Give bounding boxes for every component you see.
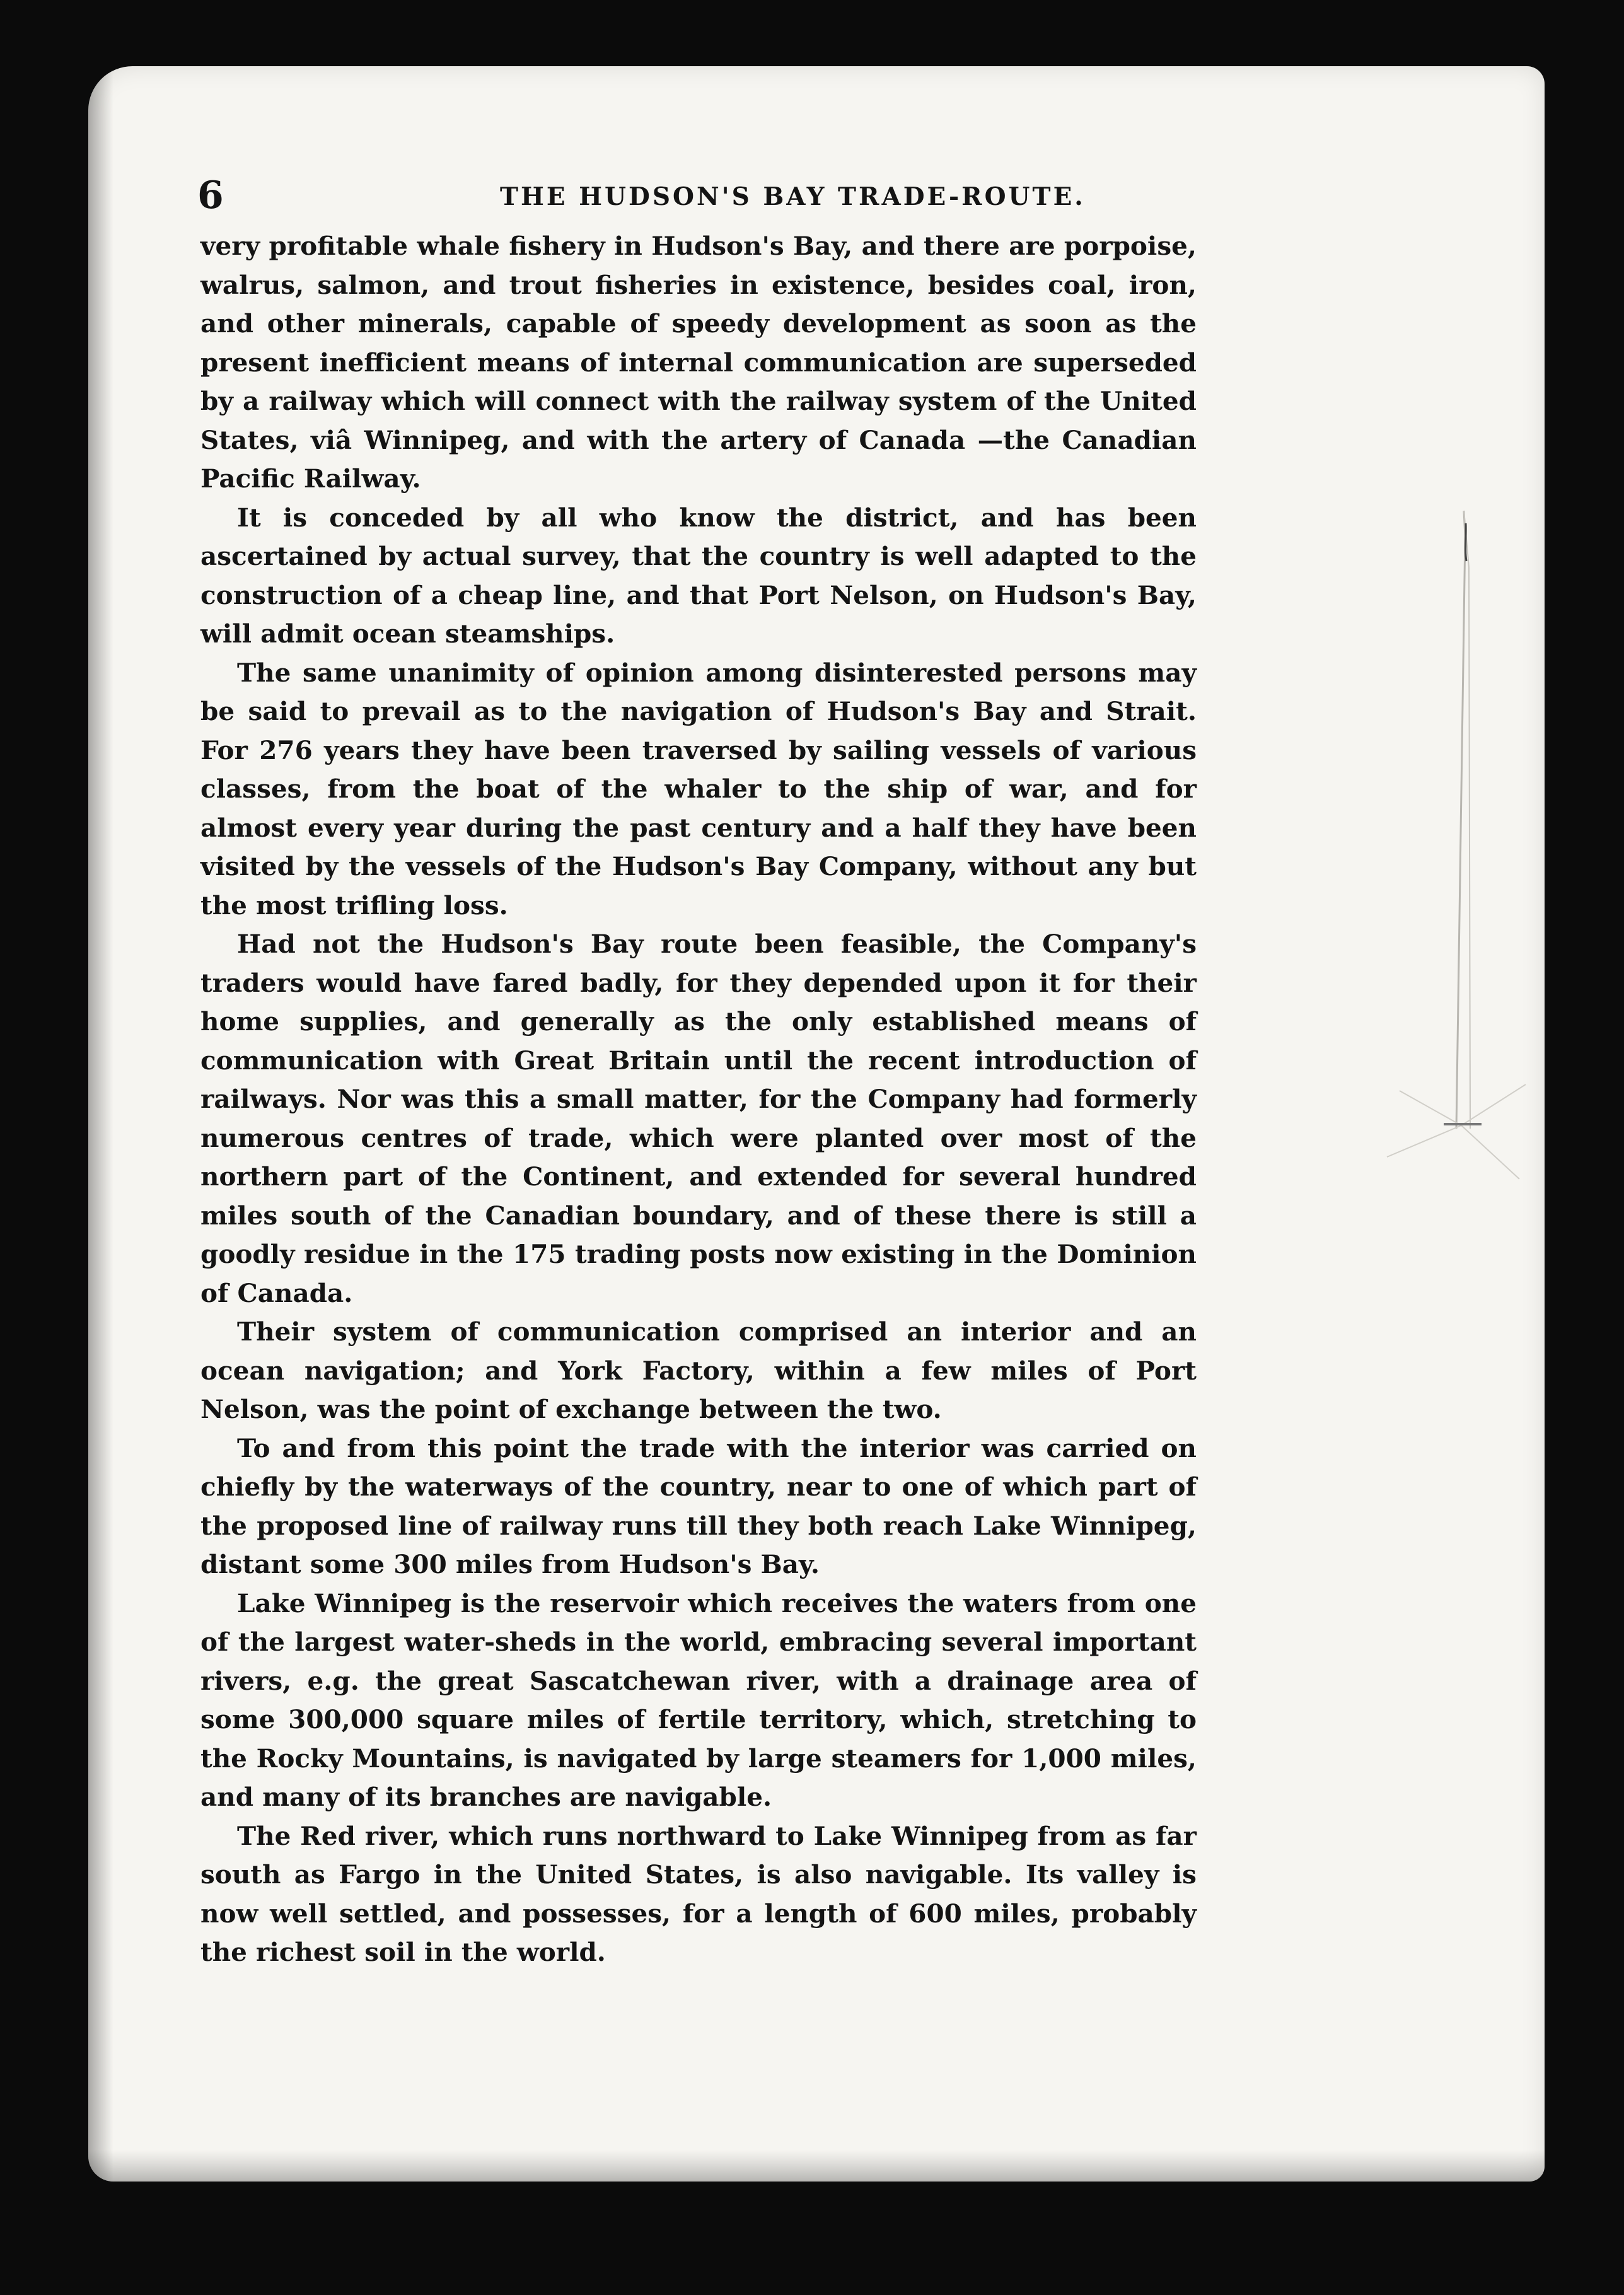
paragraph: The same unanimity of opinion among disinterested persons may be said to prevail as to the navigation of Hudson's Bay and Strait. For 276 years they have been traversed by sailing vessels of various classes, from the boat of the whaler to the ship of war, and for almost every year during the past century and a half they have been visited by the vessels of the Hudson's Bay Company, without any but the most trifling loss.: [200, 657, 1197, 921]
page-number: 6: [197, 173, 224, 218]
paragraph: The Red river, which runs northward to Lake Winnipeg from as far south as Fargo in the United States, is also navigable. Its valley is now well settled, and possesses, for a length of 600 miles, probably the richest soil in the world.: [200, 1820, 1197, 1967]
paragraph: very profitable whale fishery in Hudson's Bay, and there are porpoise, walrus, salmon, and trout fisheries in existence, besides coal, iron, and other minerals, capable of speedy development as soon as the present inefficient means of internal communication are superseded by a railway which will connect with the railway system of the United States, viâ Winnipeg, and with the artery of Canada —the Canadian Pacific Railway.: [200, 231, 1197, 494]
paragraph: Had not the Hudson's Bay route been feasible, the Company's traders would have fared badly, for they depended upon it for their home supplies, and generally as the only established means of communication with Great Britain until the recent introduction of railways. Nor was this a small matter, for the Company had formerly numerous centres of trade, which were planted over most of the northern part of the Continent, and extended for several hundred miles south of the Canadian boundary, and of these there is still a goodly residue in the 175 trading posts now existing in the Dominion of Canada.: [200, 929, 1197, 1308]
paragraph: Lake Winnipeg is the reservoir which receives the waters from one of the largest water-sheds in the world, embracing several important rivers, e.g. the great Sascatchewan river, with a drainage area of some 300,000 square miles of fertile territory, which, stretching to the Rocky Mountains, is navigated by large steamers for 1,000 miles, and many of its branches are navigable.: [200, 1588, 1197, 1812]
paragraph: It is conceded by all who know the district, and has been ascertained by actual survey, that the country is well adapted to the construction of a cheap line, and that Port Nelson, on Hudson's Bay, will admit ocean steamships.: [200, 502, 1197, 649]
body-text: [200, 227, 1197, 1972]
page-header: [197, 167, 1231, 224]
running-head: THE HUDSON'S BAY TRADE-ROUTE.: [500, 182, 1086, 211]
paragraph: Their system of communication comprised an interior and an ocean navigation; and York Factory, within a few miles of Port Nelson, was the point of exchange between the two.: [200, 1316, 1197, 1424]
thread-mark: [1362, 498, 1624, 1381]
paragraph: To and from this point the trade with the interior was carried on chiefly by the waterways of the country, near to one of which part of the proposed line of railway runs till they both reach Lake Winnipeg, distant some 300 miles from Hudson's Bay.: [200, 1432, 1197, 1579]
